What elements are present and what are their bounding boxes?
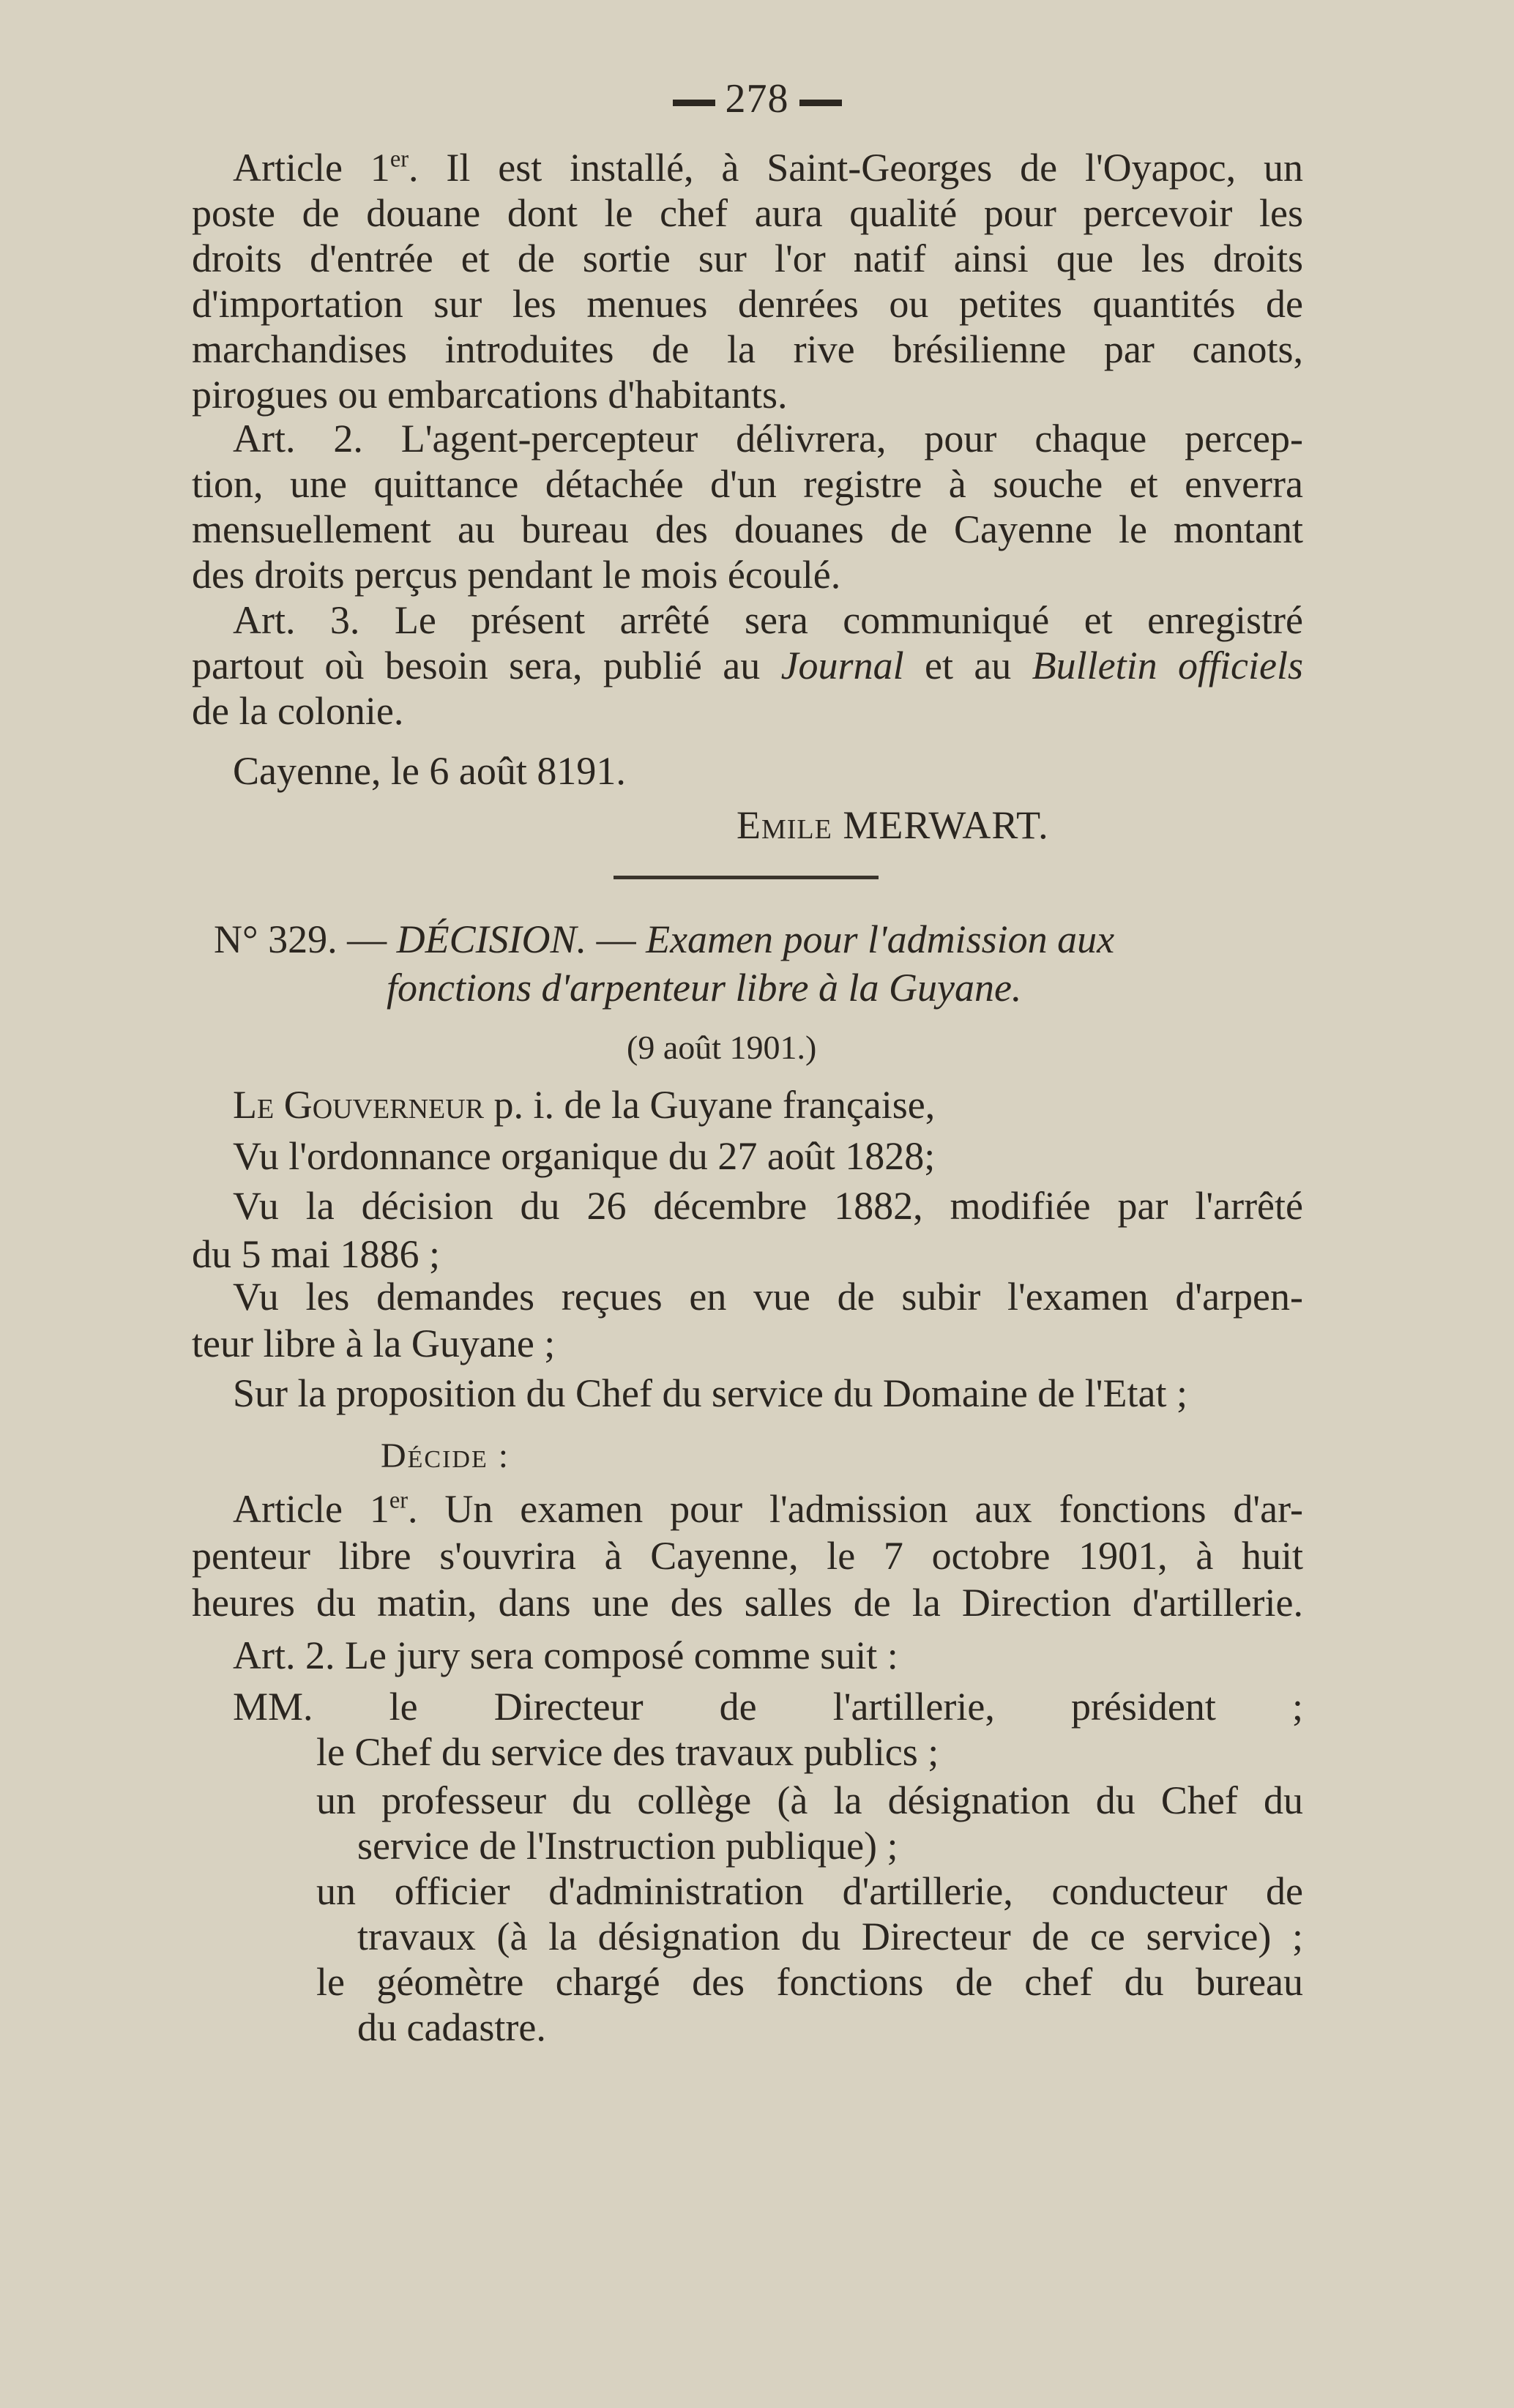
signature: Emile MERWART. [737,803,1049,847]
arrete-line-9: mensuellement au bureau des douanes de Cayenne le montant [192,507,1303,551]
arrete-line-3: droits d'entrée et de sortie sur l'or natif ainsi que les droits [192,236,1303,280]
arrete-line-5: marchandises introduites de la rive brésilienne par canots, [192,327,1303,371]
decision-type: DÉCISION. [396,917,587,961]
arrete-line-4: d'importation sur les menues denrées ou petites quantités de [192,282,1303,326]
arrete-line-10: des droits perçus pendant le mois écoulé. [192,553,841,597]
article1-line-3: heures du matin, dans une des salles de la Direction d'artillerie. [192,1581,1303,1625]
jury-line-8: du cadastre. [357,2005,546,2049]
decision-number: N° 329. [214,917,338,961]
page-number-right-rule [799,100,842,106]
decision-date: (9 août 1901.) [627,1029,817,1066]
jury-line-1: MM. le Directeur de l'artillerie, président ; [233,1685,1303,1729]
jury-line-2: le Chef du service des travaux publics ; [316,1730,939,1774]
arrete-line-2: poste de douane dont le chef aura qualité pour percevoir les [192,191,1303,235]
vu-line-2: Vu la décision du 26 décembre 1882, modifiée par l'arrêté [233,1184,1303,1228]
decision-title-line-2: fonctions d'arpenteur libre à la Guyane. [387,966,1022,1010]
vu-line-1: Vu l'ordonnance organique du 27 août 1828; [233,1134,936,1178]
article1-line-1: Article 1er. Un examen pour l'admission aux fonctions d'ar- [233,1487,1303,1531]
vu-line-5: teur libre à la Guyane ; [192,1322,556,1365]
jury-line-3: un professeur du collège (à la désignation du Chef du [316,1778,1303,1822]
jury-line-6: travaux (à la désignation du Directeur de ce service) ; [357,1915,1303,1958]
decision-title: Examen pour l'admission aux [646,917,1115,961]
arrete-line-12: partout où besoin sera, publié au Journal et au Bulletin officiels [192,644,1303,687]
jury-line-7: le géomètre chargé des fonctions de chef du bureau [316,1960,1303,2004]
page-number-left-rule [673,100,715,106]
section-divider [614,876,879,879]
decide-heading: Décide : [381,1436,510,1475]
article2-line: Art. 2. Le jury sera composé comme suit : [233,1633,898,1677]
vu-line-6: Sur la proposition du Chef du service du Domaine de l'Etat ; [233,1371,1187,1415]
arrete-date-line: Cayenne, le 6 août 8191. [233,749,626,793]
vu-line-3: du 5 mai 1886 ; [192,1232,440,1276]
jury-line-4: service de l'Instruction publique) ; [357,1824,898,1868]
article1-line-2: penteur libre s'ouvrira à Cayenne, le 7 octobre 1901, à huit [192,1534,1303,1578]
arrete-line-8: tion, une quittance détachée d'un registre à souche et enverra [192,462,1303,506]
arrete-line-6: pirogues ou embarcations d'habitants. [192,373,788,417]
decision-heading: N° 329. — DÉCISION. — Examen pour l'admission aux [214,917,1115,961]
page-number: 278 [0,76,1514,122]
arrete-line-7: Art. 2. L'agent-percepteur délivrera, pour chaque percep- [233,417,1303,461]
vu-line-4: Vu les demandes reçues en vue de subir l'examen d'arpen- [233,1275,1303,1319]
arrete-line-1: Article 1er. Il est installé, à Saint-Georges de l'Oyapoc, un [233,146,1303,190]
arrete-line-13: de la colonie. [192,689,404,733]
jury-line-5: un officier d'administration d'artillerie, conducteur de [316,1869,1303,1913]
governor-line: Le Gouverneur p. i. de la Guyane française, [233,1083,936,1127]
arrete-line-11: Art. 3. Le présent arrêté sera communiqué et enregistré [233,598,1303,642]
